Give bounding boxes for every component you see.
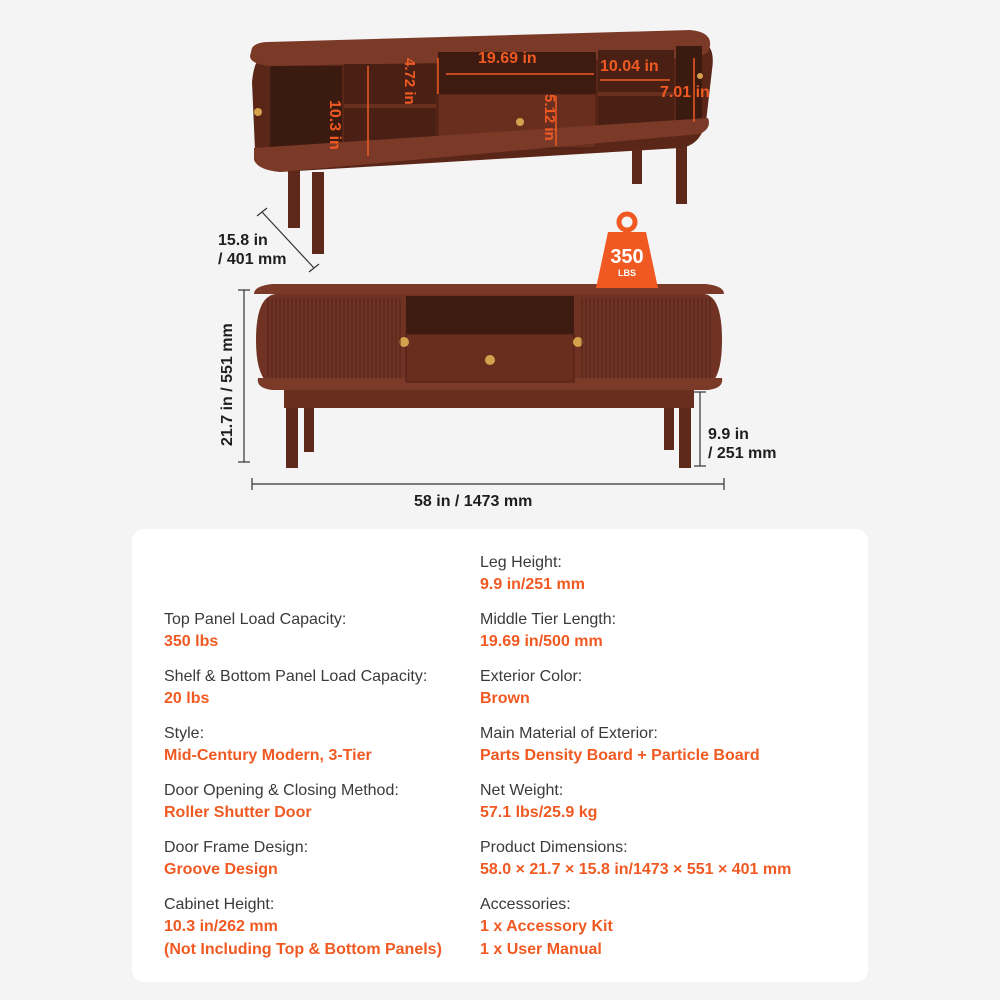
leg-height-label: 9.9 in / 251 mm: [708, 426, 777, 462]
spec-leg-height: Leg Height: 9.9 in/251 mm: [480, 554, 585, 593]
spec-cabinet-height: Cabinet Height: 10.3 in/262 mm (Not Including Top & Bottom Panels): [164, 896, 442, 958]
spec-product-dimensions: Product Dimensions: 58.0 × 21.7 × 15.8 in/1473 × 551 × 401 mm: [480, 839, 792, 878]
overlay-upper-height: 4.72 in: [401, 58, 418, 105]
overlay-side-width: 10.04 in: [600, 58, 659, 75]
load-badge-unit: LBS: [618, 268, 636, 278]
spec-door-method: Door Opening & Closing Method: Roller Shutter Door: [164, 782, 399, 821]
spec-card: [132, 529, 868, 982]
spec-shelf-load: Shelf & Bottom Panel Load Capacity: 20 lbs: [164, 668, 428, 707]
spec-exterior-color: Exterior Color: Brown: [480, 668, 583, 707]
spec-accessories: Accessories: 1 x Accessory Kit 1 x User Manual: [480, 896, 613, 958]
spec-top-load: Top Panel Load Capacity: 350 lbs: [164, 611, 347, 650]
spec-material: Main Material of Exterior: Parts Density Board + Particle Board: [480, 725, 760, 764]
overlay-drawer-height: 5.12 in: [541, 94, 558, 141]
width-label: 58 in / 1473 mm: [414, 493, 533, 510]
spec-style: Style: Mid-Century Modern, 3-Tier: [164, 725, 372, 764]
spec-door-frame: Door Frame Design: Groove Design: [164, 839, 309, 878]
overlay-middle-width: 19.69 in: [478, 50, 537, 67]
tv-stand-front-view: [254, 284, 724, 468]
load-badge-value: 350: [610, 246, 644, 268]
height-label: 21.7 in / 551 mm: [219, 323, 236, 446]
depth-label: 15.8 in / 401 mm: [218, 232, 287, 268]
spec-net-weight: Net Weight: 57.1 lbs/25.9 kg: [480, 782, 598, 821]
spec-middle-tier: Middle Tier Length: 19.69 in/500 mm: [480, 611, 617, 650]
overlay-side-height: 7.01 in: [660, 84, 710, 101]
overlay-cabinet-height: 10.3 in: [326, 100, 343, 150]
